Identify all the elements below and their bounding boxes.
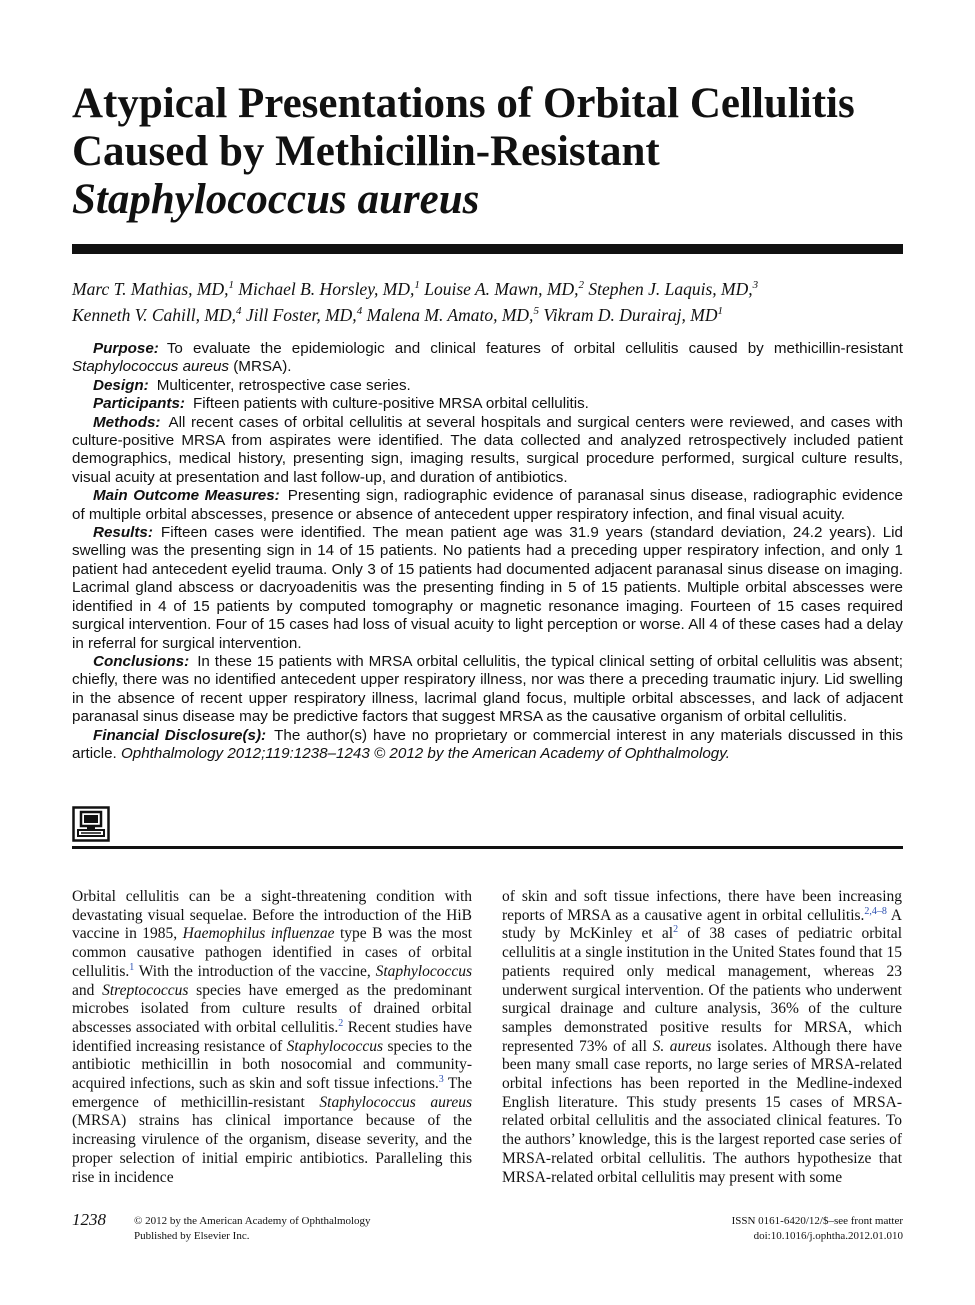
body-column-left [72,888,472,1187]
abstract-text: (MRSA). [229,358,292,376]
section-label: Participants: [93,395,185,413]
abstract-text: The author(s) have no proprietary or commercial interest in any materials discussed in this article. [72,726,903,762]
body-paragraph [72,888,472,1187]
body-text-italic: Staphylococcus aureus [319,1093,472,1111]
author-affiliation: 1 [414,279,420,291]
author-affiliation: 1 [228,279,235,291]
author-affiliation: 2 [578,279,584,291]
abstract-text: To evaluate the epidemiologic and clinical features of orbital cellulitis caused by methicillin-resistant [166,340,903,357]
article-title [72,80,912,224]
body-column-right [502,888,902,1187]
author-name: Marc T. Mathias, MD, [72,278,229,299]
copyright-line: © 2012 by the American Academy of Ophthalmology [134,1215,371,1227]
body-paragraph [502,888,902,1187]
abstract-purpose [72,340,903,377]
author-affiliation: 3 [752,279,759,291]
author-name: Jill Foster, MD, [245,304,357,325]
body-text: (MRSA) strains has clinical importance because of the increasing virulence of the organism, disease severity, and the proper selection of initial empiric antibiotics. Paralleling this rise in incidence [72,1112,472,1186]
abstract-text: All recent cases of orbital cellulitis at several hospitals and surgical centers were reviewed, and cases with culture-positive MRSA from aspirates were identified. The data collected and analyzed retrospectively included patient demographics, medical history, presenting sign, imaging results, surgical procedure performed, surgical culture results, visual acuity at presentation and last follow-up, and duration of antibiotics. [72,413,903,486]
section-label: Purpose: [93,340,159,357]
author-name: Malena M. Amato, MD, [366,304,534,325]
body-text: isolates. Although there have been many small case reports, no large series of MRSA-related orbital infections has been reported in the Medline-indexed English literature. This study presents 15 cases of MRSA-related orbital cellulitis and the associated clinical features. To the authors’ knowledge, this is the largest reported case series of MRSA-related orbital cellulitis. The authors hypothesize that MRSA-related orbital cellulitis may present with some [502,1037,903,1186]
body-text: Orbital cellulitis can be a sight-threatening condition with devastating visual sequelae. Before the introduction of the HiB vaccine in 1985, [72,888,472,943]
author-name: Louise A. Mawn, MD, [424,278,579,299]
abstract-disclosure [72,727,903,764]
author-affiliation: 1 [717,304,723,317]
publisher-info [134,1214,371,1244]
abstract-rule [72,846,903,849]
abstract [72,340,903,763]
title-line-3: Staphylococcus aureus [72,176,480,223]
section-label: Methods: [93,413,161,431]
title-line-2: Caused by Methicillin-Resistant [72,128,660,175]
abstract-text: Fifteen patients with culture-positive MRSA orbital cellulitis. [193,395,589,413]
body-text: With the introduction of the vaccine, [134,962,376,980]
issn-line: ISSN 0161-6420/12/$–see front matter [731,1215,903,1227]
author-name: Stephen J. Laquis, MD, [588,278,753,299]
author-line-1 [72,274,912,300]
doi-link[interactable]: doi:10.1016/j.ophtha.2012.01.010 [753,1230,903,1242]
body-text: A study by McKinley et al [502,906,902,943]
author-name: Michael B. Horsley, MD, [238,278,415,299]
body-text-italic: Staphylococcus [375,962,472,980]
reference-link[interactable]: 2,4–8 [864,905,887,917]
abstract-methods [72,414,903,488]
issn-info [732,1214,903,1244]
reference-link[interactable]: 3 [438,1073,444,1085]
journal-citation: Ophthalmology 2012;119:1238–1243 © 2012 by the American Academy of Ophthalmology. [120,744,730,762]
section-label: Financial Disclosure(s): [93,726,267,744]
abstract-outcome [72,487,903,524]
author-line-2 [72,300,912,326]
reference-link[interactable]: 2 [673,924,679,936]
section-label: Design: [93,376,149,394]
abstract-text: Multicenter, retrospective case series. [156,376,411,394]
author-name: Vikram D. Durairaj, MD [543,304,718,325]
abstract-text: Fifteen cases were identified. The mean patient age was 31.9 years (standard deviation, 24.2 years). Lid swelling was the presenting sign in 14 of 15 patients. No patients had a preceding upper respiratory infection, and only 1 patient had antecedent eyelid trauma. Only 3 of 15 patients had documented adjacent paranasal sinus disease on imaging. Lacrimal gland abscess or dacryoadenitis was the presenting finding in 5 of 15 patients. Multiple orbital abscesses were identified in 4 of 15 patients by computed tomography or magnetic resonance imaging. Fourteen of 15 cases required surgical intervention. Four of 15 cases had loss of visual acuity to light perception or worse. All 4 of these cases had a delay in referral for surgical intervention. [72,524,903,652]
body-text: of skin and soft tissue infections, there have been increasing reports of MRSA as a causative agent in orbital cellulitis. [502,888,902,924]
body-text: and [72,981,103,999]
title-rule [72,244,903,254]
author-affiliation: 4 [235,304,242,317]
reference-link[interactable]: 1 [129,961,135,973]
abstract-conclusions [72,653,903,727]
body-text: species have emerged as the predominant microbes isolated from culture results of drained orbital abscesses associated with orbital cellulitis. [72,981,472,1036]
section-label: Results: [93,524,153,542]
title-line-1: Atypical Presentations of Orbital Cellulitis [72,80,855,127]
abstract-text-italic: Staphylococcus aureus [72,358,230,376]
abstract-text: Presenting sign, radiographic evidence of paranasal sinus disease, radiographic evidence of multiple orbital abscesses, presence or absence of antecedent upper respiratory infection, and final visual acuity. [72,487,903,523]
publisher-line: Published by Elsevier Inc. [134,1230,250,1242]
body-text-italic: Streptococcus [102,981,189,999]
body-text: The emergence of methicillin-resistant [72,1075,472,1111]
author-list [72,274,912,326]
reference-link[interactable]: 2 [338,1017,344,1029]
page-number: 1238 [72,1210,106,1229]
abstract-results [72,524,903,653]
abstract-text: In these 15 patients with MRSA orbital cellulitis, the typical clinical setting of orbital cellulitis was absent; chiefly, there was no identified antecedent upper respiratory illness, nor was there a preceding traumatic injury. Lid swelling in the absence of recent upper respiratory illness, lacrimal gland focus, multiple orbital abscesses, and lack of adjacent paranasal sinus disease may be predictive factors that suggest MRSA as the causative organism of orbital cellulitis. [72,652,903,726]
abstract-participants [72,395,903,413]
body-text-italic: S. aureus [652,1037,712,1055]
body-text: species to the antibiotic methicillin in both nosocomial and community-acquired infections, such as skin and soft tissue infections. [72,1037,472,1093]
computer-monitor-icon [72,806,110,842]
body-text: type B was the most common causative pathogen identified in cases of orbital cellulitis. [72,925,472,980]
section-label: Main Outcome Measures: [93,487,280,505]
abstract-design [72,377,903,395]
body-text-italic: Haemophilus influenzae [182,925,335,943]
author-name: Kenneth V. Cahill, MD, [72,304,236,325]
author-affiliation: 4 [356,304,363,317]
author-affiliation: 5 [533,304,539,317]
body-text: of 38 cases of pediatric orbital cellulitis at a single institution in the United States found that 15 patients required only medical management, whereas 23 underwent surgical intervention. Of the patients who underwent surgical drainage and culture analysis, 36% of the culture samples demonstrated positive results for MRSA, which represented 73% of all [502,925,902,1055]
body-text-italic: Staphylococcus [286,1037,384,1055]
section-label: Conclusions: [93,652,190,670]
body-text: Recent studies have identified increasing resistance of [72,1018,472,1055]
